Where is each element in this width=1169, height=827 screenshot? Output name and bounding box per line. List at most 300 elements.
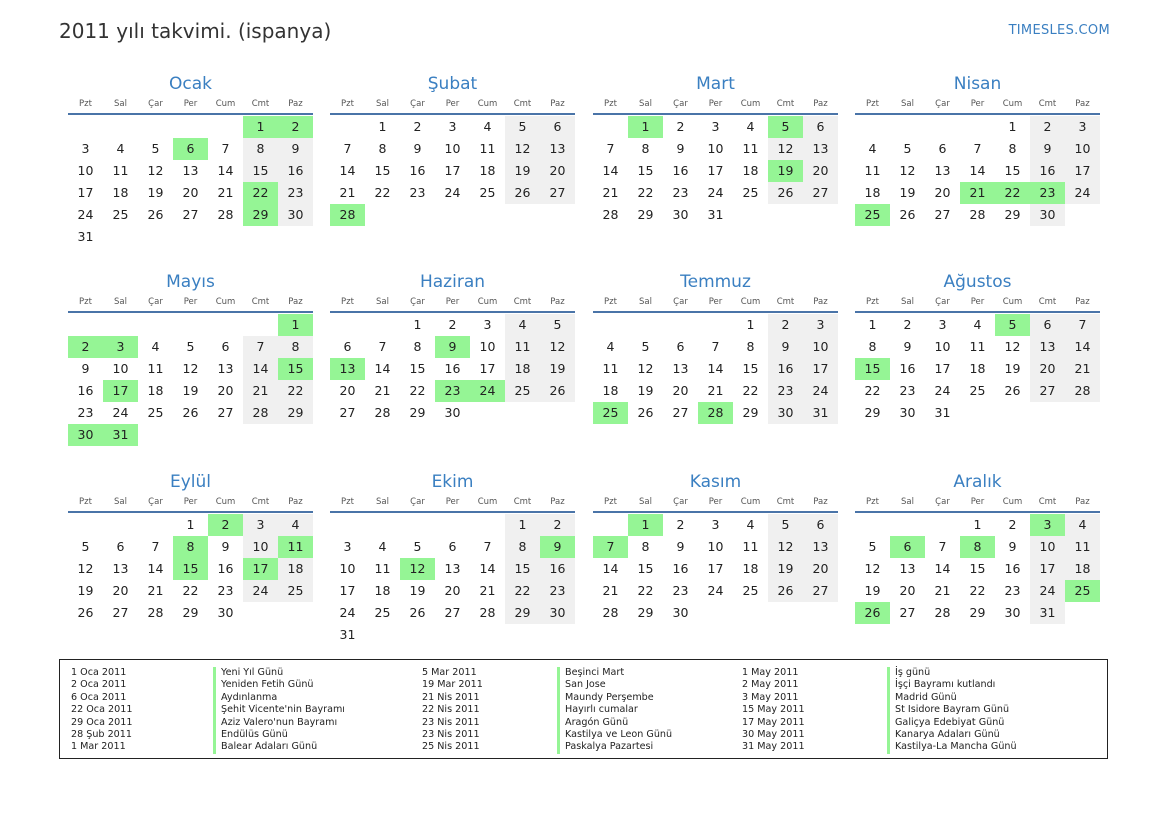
day-cell[interactable]: 7 [711, 339, 720, 354]
day-cell[interactable]: 11 [1065, 536, 1100, 558]
day-cell[interactable]: 20 [934, 185, 951, 200]
day-cell[interactable]: 7 [343, 141, 352, 156]
day-cell[interactable]: 21 [374, 383, 391, 398]
day-cell[interactable]: 14 [147, 561, 164, 576]
day-cell[interactable]: 11 [864, 163, 881, 178]
day-cell[interactable]: 27 [803, 580, 838, 602]
day-cell[interactable]: 8 [505, 536, 540, 558]
day-cell[interactable]: 8 [746, 339, 755, 354]
day-cell[interactable]: 26 [147, 207, 164, 222]
day-cell[interactable]: 3 [1065, 116, 1100, 138]
day-cell[interactable]: 18 [1065, 558, 1100, 580]
day-cell[interactable]: 13 [444, 561, 461, 576]
day-cell[interactable]: 20 [182, 185, 199, 200]
day-cell[interactable]: 1 [973, 517, 982, 532]
day-cell[interactable]: 17 [934, 361, 951, 376]
day-cell[interactable]: 12 [768, 138, 803, 160]
day-cell[interactable]: 19 [540, 358, 575, 380]
day-cell[interactable]: 14 [479, 561, 496, 576]
holiday-day[interactable]: 28 [698, 402, 733, 424]
holiday-day[interactable]: 13 [330, 358, 365, 380]
day-cell[interactable]: 14 [707, 361, 724, 376]
day-cell[interactable]: 22 [742, 383, 759, 398]
day-cell[interactable]: 15 [505, 558, 540, 580]
day-cell[interactable]: 30 [278, 204, 313, 226]
day-cell[interactable]: 1 [413, 317, 422, 332]
day-cell[interactable]: 12 [77, 561, 94, 576]
day-cell[interactable]: 25 [112, 207, 129, 222]
day-cell[interactable]: 3 [243, 514, 278, 536]
day-cell[interactable]: 20 [540, 160, 575, 182]
day-cell[interactable]: 17 [707, 561, 724, 576]
day-cell[interactable]: 8 [278, 336, 313, 358]
day-cell[interactable]: 8 [413, 339, 422, 354]
day-cell[interactable]: 20 [444, 583, 461, 598]
day-cell[interactable]: 12 [1004, 339, 1021, 354]
day-cell[interactable]: 23 [899, 383, 916, 398]
day-cell[interactable]: 4 [746, 517, 755, 532]
day-cell[interactable]: 15 [243, 160, 278, 182]
day-cell[interactable]: 28 [217, 207, 234, 222]
day-cell[interactable]: 3 [448, 119, 457, 134]
day-cell[interactable]: 18 [864, 185, 881, 200]
day-cell[interactable]: 9 [903, 339, 912, 354]
holiday-day[interactable]: 25 [855, 204, 890, 226]
day-cell[interactable]: 21 [707, 383, 724, 398]
day-cell[interactable]: 13 [934, 163, 951, 178]
day-cell[interactable]: 9 [413, 141, 422, 156]
day-cell[interactable]: 7 [1065, 314, 1100, 336]
day-cell[interactable]: 29 [409, 405, 426, 420]
day-cell[interactable]: 8 [243, 138, 278, 160]
holiday-day[interactable]: 2 [68, 336, 103, 358]
day-cell[interactable]: 11 [147, 361, 164, 376]
day-cell[interactable]: 6 [803, 116, 838, 138]
day-cell[interactable]: 26 [637, 405, 654, 420]
day-cell[interactable]: 8 [1008, 141, 1017, 156]
holiday-day[interactable]: 12 [400, 558, 435, 580]
day-cell[interactable]: 18 [742, 163, 759, 178]
day-cell[interactable]: 25 [374, 605, 391, 620]
day-cell[interactable]: 27 [899, 605, 916, 620]
day-cell[interactable]: 4 [278, 514, 313, 536]
holiday-day[interactable]: 11 [278, 536, 313, 558]
day-cell[interactable]: 21 [217, 185, 234, 200]
day-cell[interactable]: 23 [278, 182, 313, 204]
day-cell[interactable]: 1 [868, 317, 877, 332]
holiday-day[interactable]: 28 [330, 204, 365, 226]
holiday-day[interactable]: 17 [243, 558, 278, 580]
day-cell[interactable]: 29 [505, 602, 540, 624]
holiday-day[interactable]: 19 [768, 160, 803, 182]
day-cell[interactable]: 19 [147, 185, 164, 200]
day-cell[interactable]: 16 [768, 358, 803, 380]
day-cell[interactable]: 27 [803, 182, 838, 204]
day-cell[interactable]: 28 [479, 605, 496, 620]
day-cell[interactable]: 19 [1004, 361, 1021, 376]
holiday-day[interactable]: 23 [1030, 182, 1065, 204]
day-cell[interactable]: 6 [221, 339, 230, 354]
day-cell[interactable]: 25 [505, 380, 540, 402]
day-cell[interactable]: 4 [483, 119, 492, 134]
day-cell[interactable]: 23 [540, 580, 575, 602]
day-cell[interactable]: 17 [1030, 558, 1065, 580]
day-cell[interactable]: 19 [505, 160, 540, 182]
day-cell[interactable]: 20 [112, 583, 129, 598]
day-cell[interactable]: 7 [938, 539, 947, 554]
day-cell[interactable]: 3 [483, 317, 492, 332]
holiday-day[interactable]: 17 [103, 380, 138, 402]
holiday-day[interactable]: 15 [855, 358, 890, 380]
day-cell[interactable]: 17 [479, 361, 496, 376]
day-cell[interactable]: 9 [1008, 539, 1017, 554]
day-cell[interactable]: 21 [147, 583, 164, 598]
day-cell[interactable]: 30 [217, 605, 234, 620]
day-cell[interactable]: 21 [602, 583, 619, 598]
holiday-day[interactable]: 9 [435, 336, 470, 358]
day-cell[interactable]: 27 [1030, 380, 1065, 402]
day-cell[interactable]: 30 [1004, 605, 1021, 620]
day-cell[interactable]: 2 [676, 517, 685, 532]
day-cell[interactable]: 22 [409, 383, 426, 398]
day-cell[interactable]: 19 [637, 383, 654, 398]
day-cell[interactable]: 10 [479, 339, 496, 354]
day-cell[interactable]: 3 [803, 314, 838, 336]
day-cell[interactable]: 15 [1004, 163, 1021, 178]
day-cell[interactable]: 9 [278, 138, 313, 160]
day-cell[interactable]: 6 [676, 339, 685, 354]
day-cell[interactable]: 28 [147, 605, 164, 620]
day-cell[interactable]: 13 [182, 163, 199, 178]
day-cell[interactable]: 5 [413, 539, 422, 554]
day-cell[interactable]: 1 [505, 514, 540, 536]
day-cell[interactable]: 2 [413, 119, 422, 134]
day-cell[interactable]: 12 [864, 561, 881, 576]
day-cell[interactable]: 10 [934, 339, 951, 354]
day-cell[interactable]: 24 [934, 383, 951, 398]
day-cell[interactable]: 20 [899, 583, 916, 598]
day-cell[interactable]: 11 [742, 141, 759, 156]
day-cell[interactable]: 10 [339, 561, 356, 576]
holiday-day[interactable]: 3 [103, 336, 138, 358]
day-cell[interactable]: 13 [217, 361, 234, 376]
day-cell[interactable]: 16 [278, 160, 313, 182]
day-cell[interactable]: 5 [505, 116, 540, 138]
day-cell[interactable]: 26 [899, 207, 916, 222]
day-cell[interactable]: 4 [1065, 514, 1100, 536]
day-cell[interactable]: 18 [742, 561, 759, 576]
holiday-day[interactable]: 1 [628, 514, 663, 536]
day-cell[interactable]: 14 [934, 561, 951, 576]
day-cell[interactable]: 23 [1004, 583, 1021, 598]
holiday-day[interactable]: 5 [768, 116, 803, 138]
holiday-day[interactable]: 8 [960, 536, 995, 558]
day-cell[interactable]: 29 [742, 405, 759, 420]
day-cell[interactable]: 31 [339, 627, 356, 642]
holiday-day[interactable]: 22 [995, 182, 1030, 204]
day-cell[interactable]: 19 [77, 583, 94, 598]
day-cell[interactable]: 20 [1030, 358, 1065, 380]
day-cell[interactable]: 12 [182, 361, 199, 376]
day-cell[interactable]: 16 [409, 163, 426, 178]
day-cell[interactable]: 10 [707, 141, 724, 156]
day-cell[interactable]: 11 [505, 336, 540, 358]
day-cell[interactable]: 28 [602, 207, 619, 222]
day-cell[interactable]: 16 [444, 361, 461, 376]
day-cell[interactable]: 22 [505, 580, 540, 602]
day-cell[interactable]: 10 [1030, 536, 1065, 558]
day-cell[interactable]: 23 [77, 405, 94, 420]
day-cell[interactable]: 27 [217, 405, 234, 420]
holiday-day[interactable]: 21 [960, 182, 995, 204]
holiday-day[interactable]: 1 [628, 116, 663, 138]
day-cell[interactable]: 20 [803, 160, 838, 182]
day-cell[interactable]: 22 [374, 185, 391, 200]
day-cell[interactable]: 30 [672, 207, 689, 222]
day-cell[interactable]: 11 [969, 339, 986, 354]
holiday-day[interactable]: 25 [1065, 580, 1100, 602]
day-cell[interactable]: 8 [641, 539, 650, 554]
holiday-day[interactable]: 29 [243, 204, 278, 226]
day-cell[interactable]: 26 [505, 182, 540, 204]
holiday-day[interactable]: 25 [593, 402, 628, 424]
holiday-day[interactable]: 9 [540, 536, 575, 558]
holiday-day[interactable]: 8 [173, 536, 208, 558]
day-cell[interactable]: 12 [147, 163, 164, 178]
day-cell[interactable]: 6 [803, 514, 838, 536]
holiday-day[interactable]: 26 [855, 602, 890, 624]
day-cell[interactable]: 25 [969, 383, 986, 398]
holiday-day[interactable]: 31 [103, 424, 138, 446]
day-cell[interactable]: 5 [768, 514, 803, 536]
day-cell[interactable]: 2 [1030, 116, 1065, 138]
day-cell[interactable]: 18 [602, 383, 619, 398]
day-cell[interactable]: 22 [637, 185, 654, 200]
day-cell[interactable]: 4 [606, 339, 615, 354]
day-cell[interactable]: 13 [899, 561, 916, 576]
day-cell[interactable]: 12 [505, 138, 540, 160]
day-cell[interactable]: 12 [768, 536, 803, 558]
day-cell[interactable]: 10 [444, 141, 461, 156]
day-cell[interactable]: 5 [186, 339, 195, 354]
day-cell[interactable]: 24 [1030, 580, 1065, 602]
day-cell[interactable]: 13 [672, 361, 689, 376]
day-cell[interactable]: 21 [1065, 358, 1100, 380]
day-cell[interactable]: 24 [339, 605, 356, 620]
day-cell[interactable]: 9 [676, 141, 685, 156]
day-cell[interactable]: 24 [1065, 182, 1100, 204]
day-cell[interactable]: 23 [409, 185, 426, 200]
day-cell[interactable]: 16 [217, 561, 234, 576]
day-cell[interactable]: 5 [540, 314, 575, 336]
day-cell[interactable]: 16 [77, 383, 94, 398]
day-cell[interactable]: 4 [378, 539, 387, 554]
day-cell[interactable]: 4 [151, 339, 160, 354]
site-link[interactable]: TIMESLES.COM [1008, 23, 1110, 38]
day-cell[interactable]: 10 [243, 536, 278, 558]
day-cell[interactable]: 26 [768, 580, 803, 602]
day-cell[interactable]: 19 [182, 383, 199, 398]
day-cell[interactable]: 17 [707, 163, 724, 178]
day-cell[interactable]: 17 [1065, 160, 1100, 182]
day-cell[interactable]: 28 [934, 605, 951, 620]
day-cell[interactable]: 29 [1004, 207, 1021, 222]
day-cell[interactable]: 19 [899, 185, 916, 200]
day-cell[interactable]: 27 [112, 605, 129, 620]
day-cell[interactable]: 7 [483, 539, 492, 554]
day-cell[interactable]: 1 [1008, 119, 1017, 134]
day-cell[interactable]: 14 [969, 163, 986, 178]
day-cell[interactable]: 22 [864, 383, 881, 398]
holiday-day[interactable]: 1 [278, 314, 313, 336]
day-cell[interactable]: 9 [81, 361, 90, 376]
holiday-day[interactable]: 6 [173, 138, 208, 160]
day-cell[interactable]: 29 [182, 605, 199, 620]
day-cell[interactable]: 23 [768, 380, 803, 402]
day-cell[interactable]: 28 [602, 605, 619, 620]
day-cell[interactable]: 21 [339, 185, 356, 200]
day-cell[interactable]: 26 [1004, 383, 1021, 398]
day-cell[interactable]: 27 [672, 405, 689, 420]
day-cell[interactable]: 31 [1030, 602, 1065, 624]
day-cell[interactable]: 16 [672, 561, 689, 576]
day-cell[interactable]: 10 [112, 361, 129, 376]
day-cell[interactable]: 14 [339, 163, 356, 178]
day-cell[interactable]: 11 [602, 361, 619, 376]
day-cell[interactable]: 23 [672, 583, 689, 598]
day-cell[interactable]: 12 [899, 163, 916, 178]
day-cell[interactable]: 3 [343, 539, 352, 554]
day-cell[interactable]: 29 [637, 207, 654, 222]
day-cell[interactable]: 11 [112, 163, 129, 178]
day-cell[interactable]: 19 [409, 583, 426, 598]
day-cell[interactable]: 30 [768, 402, 803, 424]
day-cell[interactable]: 18 [147, 383, 164, 398]
day-cell[interactable]: 5 [81, 539, 90, 554]
day-cell[interactable]: 4 [116, 141, 125, 156]
day-cell[interactable]: 9 [221, 539, 230, 554]
day-cell[interactable]: 28 [1065, 380, 1100, 402]
day-cell[interactable]: 13 [1030, 336, 1065, 358]
holiday-day[interactable]: 22 [243, 182, 278, 204]
day-cell[interactable]: 2 [540, 514, 575, 536]
day-cell[interactable]: 17 [444, 163, 461, 178]
day-cell[interactable]: 6 [1030, 314, 1065, 336]
day-cell[interactable]: 26 [768, 182, 803, 204]
day-cell[interactable]: 21 [934, 583, 951, 598]
day-cell[interactable]: 31 [707, 207, 724, 222]
day-cell[interactable]: 8 [378, 141, 387, 156]
day-cell[interactable]: 31 [803, 402, 838, 424]
day-cell[interactable]: 3 [711, 517, 720, 532]
day-cell[interactable]: 7 [221, 141, 230, 156]
day-cell[interactable]: 24 [803, 380, 838, 402]
day-cell[interactable]: 3 [81, 141, 90, 156]
day-cell[interactable]: 26 [540, 380, 575, 402]
day-cell[interactable]: 12 [637, 361, 654, 376]
day-cell[interactable]: 13 [803, 536, 838, 558]
day-cell[interactable]: 9 [768, 336, 803, 358]
day-cell[interactable]: 21 [479, 583, 496, 598]
day-cell[interactable]: 5 [641, 339, 650, 354]
day-cell[interactable]: 15 [374, 163, 391, 178]
day-cell[interactable]: 22 [182, 583, 199, 598]
holiday-day[interactable]: 24 [470, 380, 505, 402]
day-cell[interactable]: 17 [339, 583, 356, 598]
day-cell[interactable]: 7 [151, 539, 160, 554]
day-cell[interactable]: 6 [116, 539, 125, 554]
holiday-day[interactable]: 5 [995, 314, 1030, 336]
holiday-day[interactable]: 1 [243, 116, 278, 138]
day-cell[interactable]: 25 [147, 405, 164, 420]
day-cell[interactable]: 23 [217, 583, 234, 598]
day-cell[interactable]: 2 [1008, 517, 1017, 532]
holiday-day[interactable]: 2 [278, 116, 313, 138]
day-cell[interactable]: 24 [444, 185, 461, 200]
day-cell[interactable]: 23 [672, 185, 689, 200]
day-cell[interactable]: 20 [672, 383, 689, 398]
day-cell[interactable]: 18 [278, 558, 313, 580]
day-cell[interactable]: 25 [278, 580, 313, 602]
day-cell[interactable]: 12 [540, 336, 575, 358]
day-cell[interactable]: 15 [742, 361, 759, 376]
day-cell[interactable]: 7 [378, 339, 387, 354]
day-cell[interactable]: 16 [899, 361, 916, 376]
day-cell[interactable]: 30 [444, 405, 461, 420]
day-cell[interactable]: 26 [77, 605, 94, 620]
day-cell[interactable]: 2 [903, 317, 912, 332]
holiday-day[interactable]: 6 [890, 536, 925, 558]
day-cell[interactable]: 8 [868, 339, 877, 354]
holiday-day[interactable]: 23 [435, 380, 470, 402]
day-cell[interactable]: 17 [803, 358, 838, 380]
day-cell[interactable]: 28 [243, 402, 278, 424]
day-cell[interactable]: 25 [479, 185, 496, 200]
day-cell[interactable]: 18 [505, 358, 540, 380]
day-cell[interactable]: 7 [973, 141, 982, 156]
day-cell[interactable]: 27 [934, 207, 951, 222]
day-cell[interactable]: 27 [444, 605, 461, 620]
day-cell[interactable]: 6 [448, 539, 457, 554]
day-cell[interactable]: 7 [606, 141, 615, 156]
holiday-day[interactable]: 30 [68, 424, 103, 446]
day-cell[interactable]: 27 [339, 405, 356, 420]
day-cell[interactable]: 16 [1004, 561, 1021, 576]
day-cell[interactable]: 7 [243, 336, 278, 358]
day-cell[interactable]: 22 [969, 583, 986, 598]
day-cell[interactable]: 20 [803, 558, 838, 580]
day-cell[interactable]: 20 [339, 383, 356, 398]
day-cell[interactable]: 10 [803, 336, 838, 358]
day-cell[interactable]: 1 [746, 317, 755, 332]
day-cell[interactable]: 24 [77, 207, 94, 222]
holiday-day[interactable]: 15 [173, 558, 208, 580]
holiday-day[interactable]: 3 [1030, 514, 1065, 536]
day-cell[interactable]: 11 [742, 539, 759, 554]
day-cell[interactable]: 26 [182, 405, 199, 420]
day-cell[interactable]: 3 [711, 119, 720, 134]
day-cell[interactable]: 3 [938, 317, 947, 332]
day-cell[interactable]: 14 [243, 358, 278, 380]
day-cell[interactable]: 11 [479, 141, 496, 156]
day-cell[interactable]: 15 [969, 561, 986, 576]
day-cell[interactable]: 20 [217, 383, 234, 398]
day-cell[interactable]: 2 [768, 314, 803, 336]
day-cell[interactable]: 1 [186, 517, 195, 532]
day-cell[interactable]: 19 [864, 583, 881, 598]
day-cell[interactable]: 22 [278, 380, 313, 402]
day-cell[interactable]: 18 [112, 185, 129, 200]
